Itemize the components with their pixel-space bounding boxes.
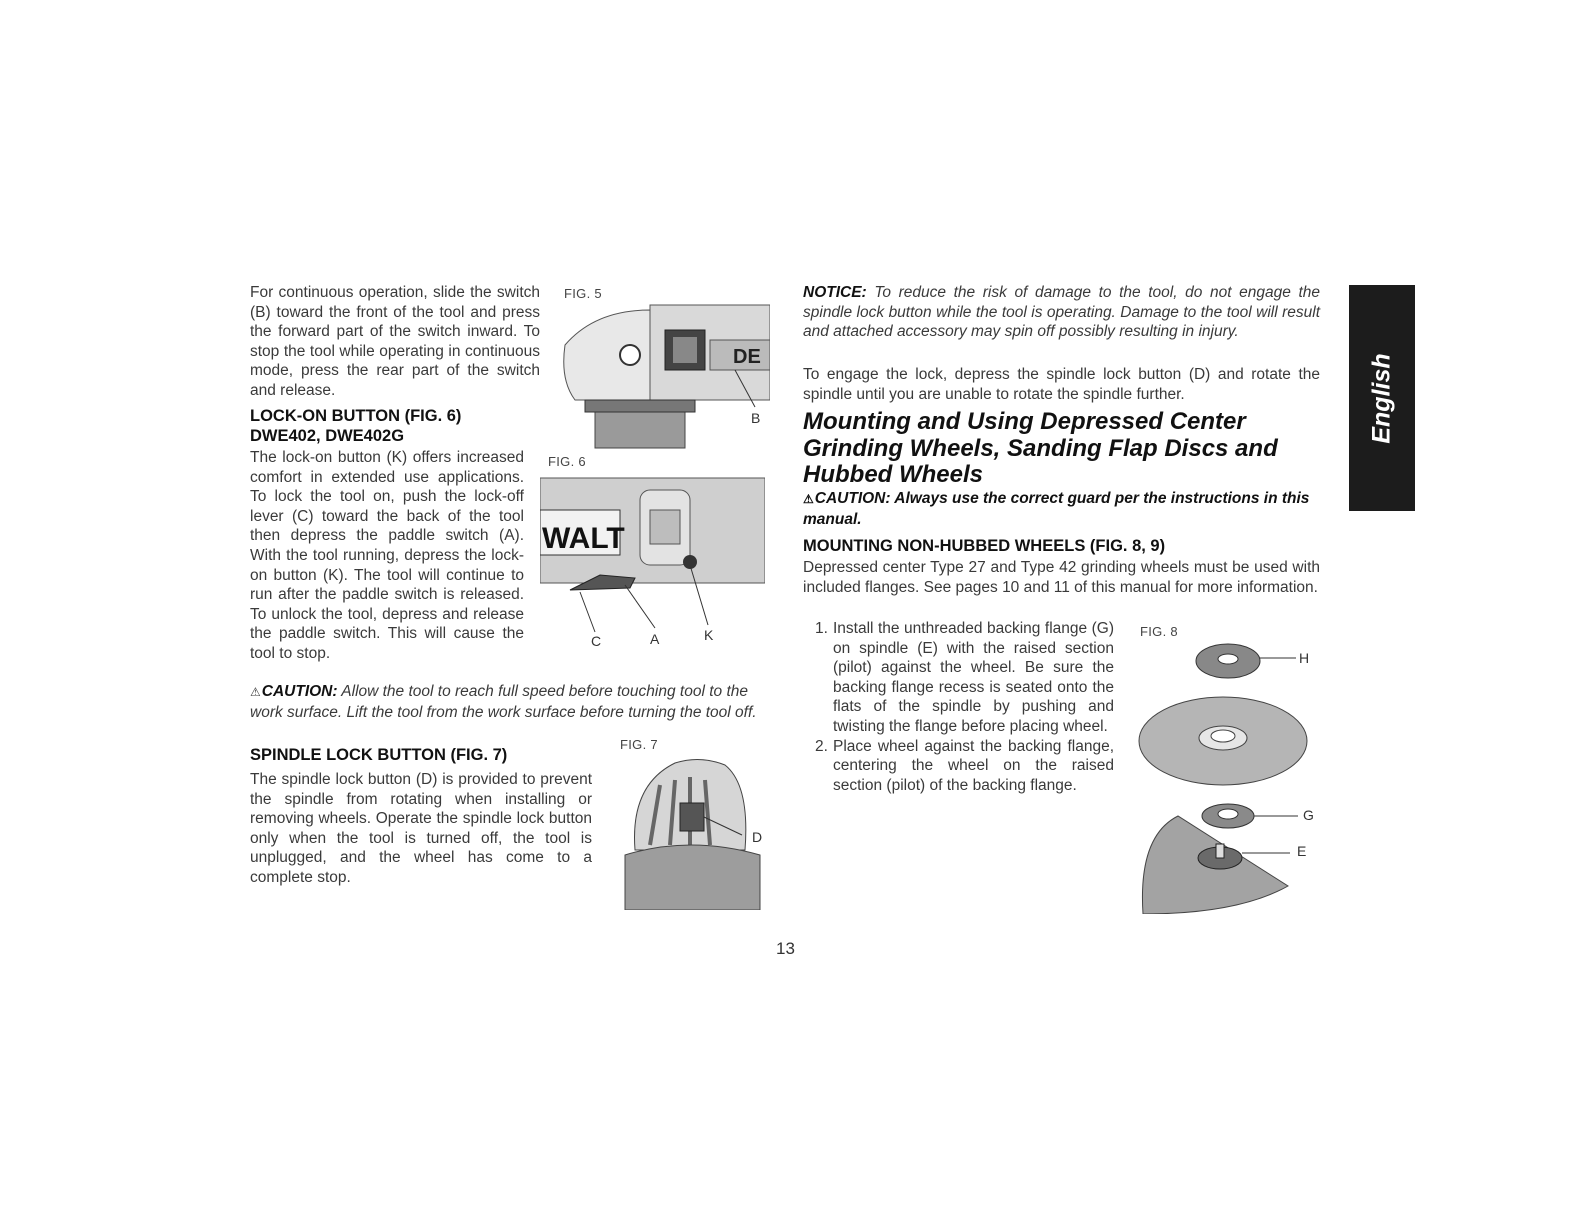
lock-on-text: The lock-on button (K) offers increased comfort in extended use applications. To lock the tool on, push the lock-off lever (C) toward the back of the tool then depress the paddle switch (A). With the tool running, depress the lock-on button (K). The tool will continue to run after the paddle switch is released. To unlock the tool, depress and release the paddle switch. This will cause the tool to stop. [250,449,524,662]
fig8-callout-g: G [1303,807,1314,823]
warning-triangle-icon: ⚠ [803,492,814,506]
fig5-callout-b: B [751,410,761,426]
fig5-illustration [555,285,770,450]
left-caution [250,682,770,722]
mounting-heading: MOUNTING NON-HUBBED WHEELS (FIG. 8, 9) [803,537,1166,555]
fig8-callout-h: H [1299,650,1310,666]
right-caution [803,489,1323,529]
language-side-tab-label: English [1367,352,1396,444]
section-title-line1: Mounting and Using Depressed Center [803,408,1246,435]
fig7-label: FIG. 7 [620,737,658,752]
fig6-callout-c: C [591,633,602,649]
notice-label: NOTICE: [803,284,867,301]
lock-on-heading: LOCK-ON BUTTON (FIG. 6) [250,407,462,425]
step-text: Install the unthreaded backing flange (G) on spindle (E) with the raised section (pilot) against the wheel. Be sure the backing flange recess is seated onto the flats of the spindle by pushing and twisting the flange before placing wheel. [833,620,1114,735]
spindle-lock-text: The spindle lock button (D) is provided to prevent the spindle from rotating when installing or removing wheels. Operate the spindle lock button only when the tool is turned off, the tool is unplugged, and the wheel has come to a complete stop. [250,771,592,886]
section-title [803,409,1333,489]
engage-lock-text: To engage the lock, depress the spindle lock button (D) and rotate the spindle until you are unable to rotate the spindle further. [803,366,1320,403]
lock-on-heading-block [250,406,540,446]
fig7-callout-d: D [752,829,763,845]
warning-triangle-icon: ⚠ [250,685,261,699]
fig7-illustration [620,755,765,910]
fig6-illustration [540,470,765,640]
notice [803,283,1320,342]
page-number: 13 [776,939,795,958]
step-text: Place wheel against the backing flange, centering the wheel on the raised section (pilot) of the backing flange. [833,737,1114,794]
fig5-brand-text: DE [733,346,761,368]
lock-on-models: DWE402, DWE402G [250,427,405,445]
left-caution-label: CAUTION: [261,683,338,700]
fig8-label: FIG. 8 [1140,624,1178,639]
continuous-operation-text: For continuous operation, slide the switch (B) toward the front of the tool and press the forward part of the switch inward. To stop the tool while operating in continuous mode, press the rear part of the switch and release. [250,284,540,399]
fig6-brand-text: WALT [542,522,625,555]
list-item [803,737,1114,796]
mounting-steps [803,619,1114,795]
fig8-callout-e: E [1297,843,1307,859]
language-side-tab [1349,285,1415,511]
fig6-label: FIG. 6 [548,454,586,469]
section-title-line2: Grinding Wheels, Sanding Flap Discs and [803,434,1278,462]
left-caution-text: Allow the tool to reach full speed before touching tool to the work surface. Lift the tool from the work surface before turning the tool off. [250,683,757,721]
step-number: 2. [815,737,828,755]
spindle-lock-heading: SPINDLE LOCK BUTTON (FIG. 7) [250,746,508,764]
section-title-line3: Hubbed Wheels [803,461,984,488]
right-caution-label: CAUTION: [814,490,891,507]
notice-text: To reduce the risk of damage to the tool, do not engage the spindle lock button while the tool is operating. Damage to the tool will result and attached accessory may spin off possibly resulting in injury. [803,284,1321,341]
mounting-intro: Depressed center Type 27 and Type 42 grinding wheels must be used with included flanges. See pages 10 and 11 of this manual for more information. [803,559,1320,596]
fig6-callout-k: K [704,627,714,643]
fig5-label: FIG. 5 [564,286,602,301]
right-caution-text: Always use the correct guard per the instructions in this manual. [803,490,1310,528]
fig6-callout-a: A [650,631,660,647]
step-number: 1. [815,620,828,637]
fig8-illustration [1138,636,1308,914]
list-item [803,619,1114,737]
